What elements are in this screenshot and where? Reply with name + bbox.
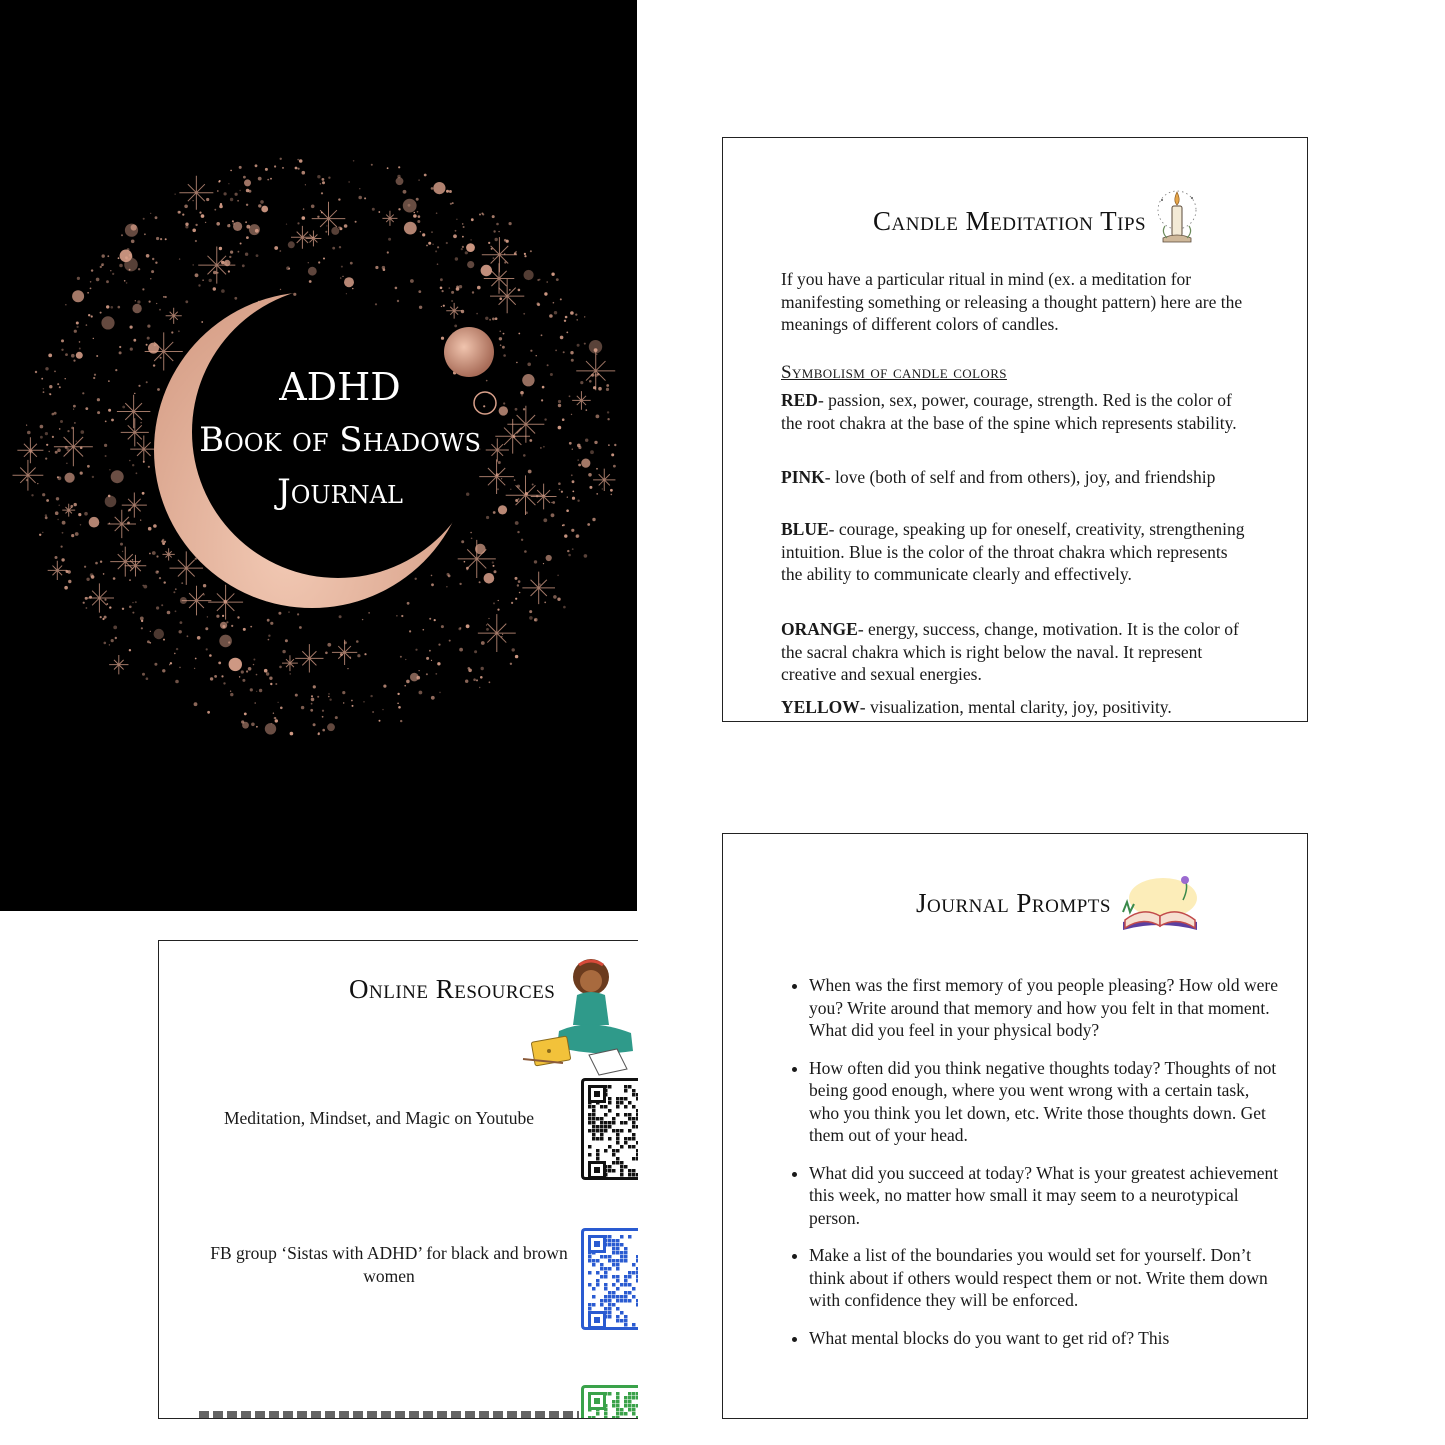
woman-laptop-icon xyxy=(519,951,638,1079)
journal-prompts-page xyxy=(722,833,1308,1419)
candle-icon xyxy=(1155,186,1199,246)
journal-cover xyxy=(0,0,637,911)
page-title: Online Resources xyxy=(349,974,556,1004)
online-resources-page xyxy=(158,940,638,1419)
cover-title-line2: Book of Shadows xyxy=(199,420,481,460)
list-item: • When was the first memory of you people pleasing? How old were you? Write around that memory and how you felt in that moment. What did you feel in your physical body? xyxy=(809,974,1279,1042)
color-description: - energy, success, change, motivation. It is the color of the sacral chakra which is right below the naval. It represent creative and sexual energies. xyxy=(781,619,1239,684)
color-name: BLUE xyxy=(781,519,829,539)
color-description: - courage, speaking up for oneself, creativity, strengthening intuition. Blue is the color of the throat chakra which represents the ability to communicate clearly and effectively. xyxy=(781,519,1245,584)
color-entry-yellow xyxy=(781,696,1251,719)
intro-paragraph: If you have a particular ritual in mind (ex. a meditation for manifesting something or releasing a thought pattern) here are the meanings of different colors of candles. xyxy=(781,269,1243,334)
page-title: Journal Prompts xyxy=(916,888,1111,918)
cover-title-line3: Journal xyxy=(277,472,403,512)
color-entry-blue xyxy=(781,518,1251,586)
color-name: PINK xyxy=(781,467,825,487)
color-description: - visualization, mental clarity, joy, positivity. xyxy=(859,697,1172,717)
resource-item-youtube: Meditation, Mindset, and Magic on Youtube xyxy=(223,1108,535,1128)
color-entry-pink xyxy=(781,466,1251,489)
qr-code-youtube[interactable] xyxy=(581,1078,638,1180)
resource-item-fb-group: FB group ‘Sistas with ADHD’ for black and brown women xyxy=(210,1243,568,1286)
color-name: RED xyxy=(781,390,818,410)
color-description: - love (both of self and from others), joy, and friendship xyxy=(824,467,1216,487)
color-description: - passion, sex, power, courage, strength. Red is the color of the root chakra at the base of the spine which represents stability. xyxy=(781,390,1237,433)
color-entry-red xyxy=(781,389,1251,434)
qr-code-fb-group[interactable] xyxy=(581,1228,638,1330)
color-symbolism-heading: Symbolism of candle colors xyxy=(781,362,1007,383)
candle-meditation-page xyxy=(722,137,1308,722)
prompt-list xyxy=(783,974,1279,1364)
page-title: Candle Meditation Tips xyxy=(873,206,1147,236)
qr-code-third[interactable] xyxy=(581,1385,638,1419)
list-item: • Make a list of the boundaries you would set for yourself. Don’t think about if others would respect them or not. Write them down with confidence they will be enforced. xyxy=(809,1244,1279,1312)
color-name: YELLOW xyxy=(781,697,860,717)
open-book-icon xyxy=(1115,870,1205,940)
list-item: • How often did you think negative thoughts today? Thoughts of not being good enough, where you went wrong with a certain task, who you think you let down, etc. Write those thoughts down. Get them out of your head. xyxy=(809,1057,1279,1147)
color-entry-orange xyxy=(781,618,1251,686)
cut-off-resource-text xyxy=(199,1411,579,1419)
cover-title-line1: ADHD xyxy=(279,365,401,409)
list-item: • What did you succeed at today? What is your greatest achievement this week, no matter how small it may seem to a neurotypical person. xyxy=(809,1162,1279,1230)
list-item: • What mental blocks do you want to get rid of? This xyxy=(809,1327,1279,1350)
color-name: ORANGE xyxy=(781,619,858,639)
